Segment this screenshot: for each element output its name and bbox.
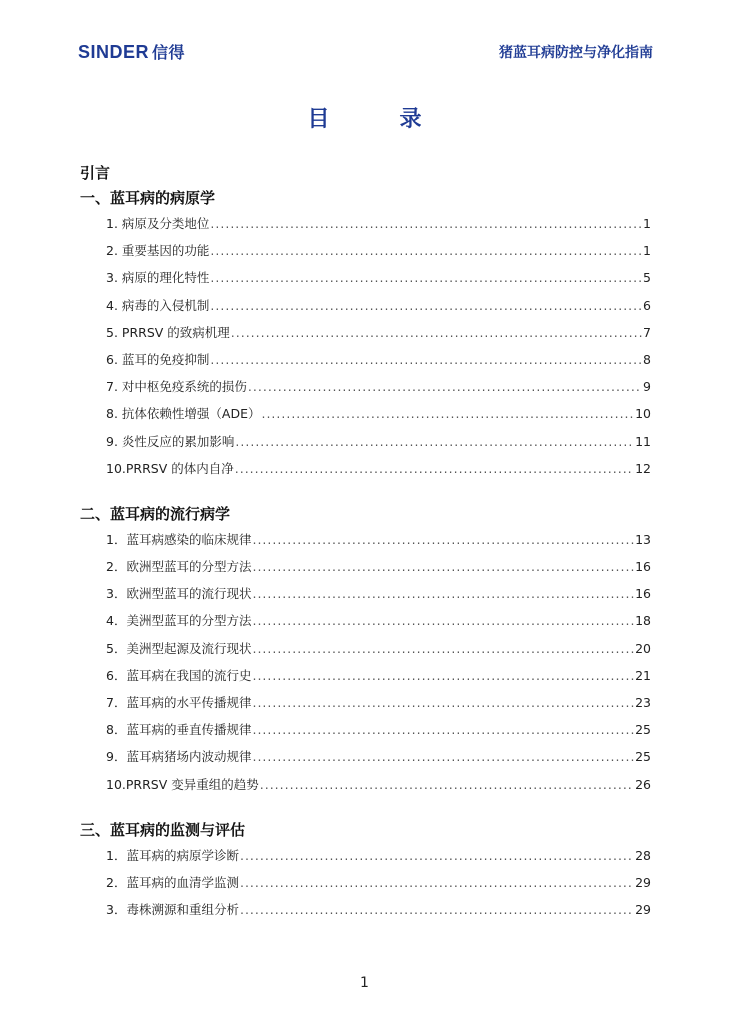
toc-entry-page: 25 — [635, 722, 651, 738]
toc-entry[interactable] — [80, 869, 651, 896]
toc-entry-title: 蓝耳病的病原学诊断 — [126, 847, 239, 863]
toc-entry-page: 8 — [643, 351, 651, 367]
toc-entry-title: 蓝耳病猪场内波动规律 — [126, 749, 252, 765]
toc-entry-title: PRRSV 变异重组的趋势 — [125, 776, 259, 792]
toc-entry-number: 1. — [106, 216, 122, 231]
toc-entry-number: 7． — [106, 695, 127, 710]
toc-section-title: 一、蓝耳病的病原学 — [80, 189, 216, 207]
toc-leader-dots — [235, 455, 634, 482]
toc-entry[interactable] — [80, 400, 651, 427]
toc-entry-title: 抗体依赖性增强（ADE） — [121, 406, 261, 422]
toc-entry-title: PRRSV 的致病机理 — [121, 324, 230, 340]
toc-entry-title: 欧洲型蓝耳的流行现状 — [126, 586, 252, 602]
toc-entry-title: 美洲型蓝耳的分型方法 — [126, 613, 252, 629]
toc-entry-title: 蓝耳病的垂直传播规律 — [126, 722, 252, 738]
toc-entry[interactable] — [80, 662, 651, 689]
toc-leader-dots — [210, 237, 642, 264]
toc-entry-number: 3． — [106, 902, 127, 918]
toc-entry[interactable] — [80, 264, 651, 291]
toc-entry[interactable] — [80, 743, 651, 770]
toc-leader-dots — [210, 346, 642, 373]
toc-entry[interactable] — [80, 237, 651, 264]
toc-section — [80, 186, 651, 482]
toc-entry-page: 7 — [643, 324, 651, 340]
toc-leader-dots — [248, 373, 642, 400]
toc-leader-dots — [252, 607, 634, 634]
toc-entry-number: 7. — [106, 379, 122, 395]
table-of-contents — [80, 160, 651, 943]
toc-entry-page: 1 — [643, 216, 651, 231]
toc-leader-dots — [260, 771, 634, 798]
toc-entry[interactable] — [80, 635, 651, 662]
toc-entry-page: 9 — [643, 379, 651, 395]
toc-entry-page: 11 — [635, 433, 651, 449]
toc-entry-number: 5． — [106, 640, 127, 656]
toc-entry-number: 9. — [106, 433, 122, 449]
toc-entry-title: 病毒的入侵机制 — [121, 297, 210, 313]
toc-leader-dots — [261, 400, 634, 427]
toc-leader-dots — [252, 526, 634, 553]
toc-entry-page: 10 — [635, 406, 651, 422]
toc-section-title: 二、蓝耳病的流行病学 — [80, 504, 231, 523]
toc-entry-number: 2． — [106, 559, 127, 575]
toc-entry-page: 6 — [643, 297, 651, 313]
toc-entry-number: 4． — [106, 613, 127, 629]
toc-leader-dots — [235, 428, 634, 455]
toc-leader-dots — [240, 842, 634, 869]
toc-leader-dots — [240, 896, 634, 923]
toc-entry-number: 3. — [106, 270, 122, 286]
toc-entry[interactable] — [80, 607, 651, 634]
toc-entry-title: 毒株溯源和重组分析 — [126, 902, 239, 918]
toc-entry[interactable] — [80, 210, 651, 237]
toc-entry[interactable] — [80, 580, 651, 607]
toc-intro: 引言 — [80, 164, 111, 182]
toc-entry-number: 8. — [106, 406, 122, 422]
logo-cn-text: 信得 — [152, 43, 186, 62]
toc-entry-page: 12 — [635, 460, 651, 476]
toc-entry-page: 29 — [635, 874, 651, 890]
toc-entry[interactable] — [80, 319, 651, 346]
toc-entry-title: 重要基因的功能 — [121, 243, 210, 259]
toc-entry-title: 病原的理化特性 — [121, 270, 210, 286]
toc-entry-number: 10. — [106, 776, 126, 792]
brand-logo — [78, 40, 185, 63]
toc-entry-title: PRRSV 的体内自净 — [125, 460, 234, 476]
toc-entry-number: 1． — [106, 531, 127, 547]
toc-entry-page: 16 — [635, 586, 651, 602]
toc-entry-page: 18 — [635, 613, 651, 629]
logo-text: SINDER — [78, 42, 150, 62]
toc-entry-page: 29 — [635, 902, 651, 918]
toc-entry[interactable] — [80, 689, 651, 716]
toc-entry[interactable] — [80, 373, 651, 400]
toc-leader-dots — [210, 264, 642, 291]
toc-entry-number: 6. — [106, 351, 122, 367]
toc-entry[interactable] — [80, 428, 651, 455]
toc-entry-title: 蓝耳病在我国的流行史 — [126, 667, 252, 683]
toc-entry-number: 6． — [106, 667, 127, 683]
toc-leader-dots — [252, 743, 634, 770]
toc-leader-dots — [210, 210, 642, 237]
toc-entry[interactable] — [80, 526, 651, 553]
toc-leader-dots — [252, 635, 634, 662]
toc-entry-page: 16 — [635, 559, 651, 575]
toc-entry-number: 10. — [106, 460, 126, 476]
toc-entry-number: 8． — [106, 722, 127, 738]
toc-section — [80, 502, 651, 798]
toc-entry[interactable] — [80, 346, 651, 373]
toc-entry-title: 对中枢免疫系统的损伤 — [121, 379, 247, 395]
toc-entry-title: 蓝耳病的血清学监测 — [126, 874, 239, 890]
toc-entry-title: 欧洲型蓝耳的分型方法 — [126, 559, 252, 575]
toc-entry-page: 23 — [635, 695, 651, 710]
toc-leader-dots — [231, 319, 642, 346]
toc-entry[interactable] — [80, 896, 651, 923]
toc-leader-dots — [210, 292, 642, 319]
toc-entry-page: 1 — [643, 243, 651, 259]
toc-entry-number: 2． — [106, 874, 127, 890]
toc-entry-number: 5. — [106, 324, 122, 340]
toc-leader-dots — [252, 580, 634, 607]
toc-leader-dots — [252, 553, 634, 580]
page-number: 1 — [360, 975, 369, 991]
toc-entry-number: 9． — [106, 749, 127, 765]
toc-entry-title: 病原及分类地位 — [121, 216, 210, 231]
toc-leader-dots — [252, 689, 634, 716]
toc-entry[interactable] — [80, 842, 651, 869]
toc-entry-page: 28 — [635, 847, 651, 863]
toc-entry-title: 美洲型起源及流行现状 — [126, 640, 252, 656]
toc-entry-page: 25 — [635, 749, 651, 765]
toc-leader-dots — [240, 869, 634, 896]
toc-entry-page: 26 — [635, 776, 651, 792]
toc-entry[interactable] — [80, 292, 651, 319]
toc-entry-title: 蓝耳的免疫抑制 — [121, 351, 210, 367]
toc-entry-title: 蓝耳病的水平传播规律 — [126, 695, 252, 710]
toc-leader-dots — [252, 716, 634, 743]
toc-entry-title: 炎性反应的累加影响 — [121, 433, 235, 449]
toc-entry-page: 13 — [635, 531, 651, 547]
toc-entry[interactable] — [80, 716, 651, 743]
toc-entry-number: 3． — [106, 586, 127, 602]
toc-entry-page: 21 — [635, 667, 651, 683]
toc-leader-dots — [252, 662, 634, 689]
toc-entry-number: 2. — [106, 243, 122, 259]
toc-entry[interactable] — [80, 553, 651, 580]
page-header — [0, 0, 729, 80]
toc-entry[interactable] — [80, 455, 651, 482]
toc-entry-number: 1． — [106, 847, 127, 863]
toc-section — [80, 818, 651, 924]
toc-entry-page: 5 — [643, 270, 651, 286]
toc-section-title: 三、蓝耳病的监测与评估 — [80, 820, 246, 839]
toc-entry-page: 20 — [635, 640, 651, 656]
toc-entry[interactable] — [80, 771, 651, 798]
toc-entry-number: 4. — [106, 297, 122, 313]
document-title: 猪蓝耳病防控与净化指南 — [499, 45, 653, 61]
toc-entry-title: 蓝耳病感染的临床规律 — [126, 531, 252, 547]
page-heading: 目录 — [307, 107, 492, 132]
